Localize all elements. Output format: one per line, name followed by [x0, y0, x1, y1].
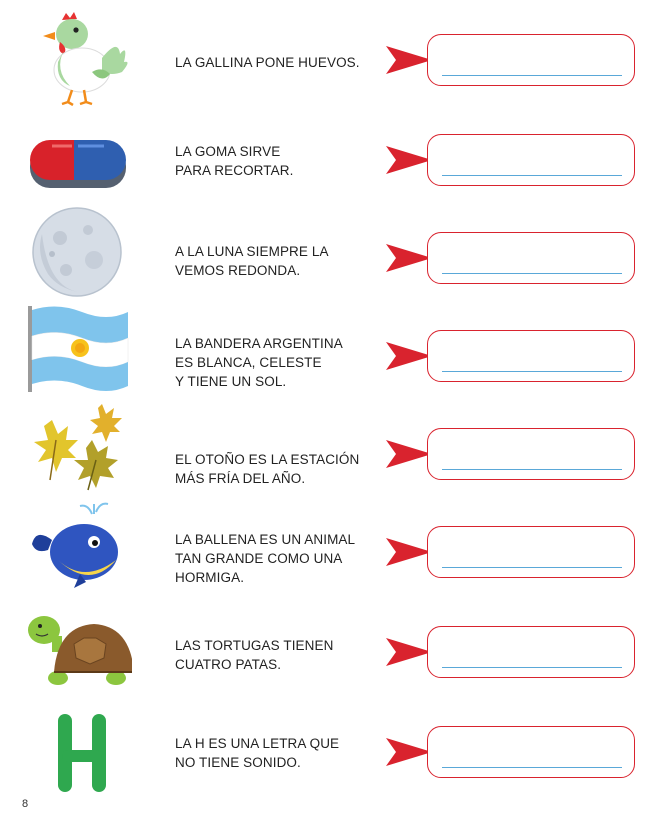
statement-text: [175, 636, 375, 674]
statement-line: CUATRO PATAS.: [175, 657, 282, 672]
answer-box[interactable]: [427, 232, 635, 284]
argentina-flag-icon: [22, 302, 132, 398]
statement-row-3: [0, 204, 671, 300]
autumn-leaves-icon: [22, 400, 132, 496]
statement-text: [175, 450, 375, 488]
statement-text: [175, 734, 375, 772]
statement-text: [175, 53, 375, 72]
statement-line: LA H ES UNA LETRA QUE: [175, 736, 340, 751]
answer-line: [442, 567, 622, 568]
statement-line: VEMOS REDONDA.: [175, 263, 301, 278]
statement-row-4: [0, 302, 671, 398]
answer-line: [442, 371, 622, 372]
statement-line: ES BLANCA, CELESTE: [175, 355, 322, 370]
statement-text: [175, 242, 375, 280]
answer-box[interactable]: [427, 134, 635, 186]
answer-box[interactable]: [427, 330, 635, 382]
statement-text: [175, 530, 375, 587]
statement-line: A LA LUNA SIEMPRE LA: [175, 244, 329, 259]
moon-icon: [22, 204, 132, 300]
answer-line: [442, 273, 622, 274]
letter-h-icon: [22, 698, 132, 794]
statement-line: LA GALLINA PONE HUEVOS.: [175, 55, 360, 70]
answer-box[interactable]: [427, 428, 635, 480]
answer-box[interactable]: [427, 726, 635, 778]
answer-line: [442, 767, 622, 768]
answer-line: [442, 175, 622, 176]
turtle-icon: [22, 600, 132, 696]
statement-line: LA BANDERA ARGENTINA: [175, 336, 343, 351]
answer-line: [442, 667, 622, 668]
statement-line: EL OTOÑO ES LA ESTACIÓN: [175, 452, 360, 467]
statement-line: MÁS FRÍA DEL AÑO.: [175, 471, 306, 486]
statement-line: Y TIENE UN SOL.: [175, 374, 287, 389]
statement-row-8: [0, 698, 671, 794]
statement-row-6: [0, 500, 671, 596]
statement-line: LA GOMA SIRVE: [175, 144, 281, 159]
statement-line: PARA RECORTAR.: [175, 163, 294, 178]
answer-box[interactable]: [427, 526, 635, 578]
answer-line: [442, 469, 622, 470]
statement-text: [175, 334, 375, 391]
statement-line: LAS TORTUGAS TIENEN: [175, 638, 334, 653]
statement-row-5: [0, 400, 671, 496]
statement-line: NO TIENE SONIDO.: [175, 755, 301, 770]
statement-line: LA BALLENA ES UN ANIMAL: [175, 532, 356, 547]
whale-icon: [22, 500, 132, 596]
statement-text: [175, 142, 375, 180]
statement-line: TAN GRANDE COMO UNA: [175, 551, 343, 566]
page-number: 8: [22, 798, 29, 810]
answer-line: [442, 75, 622, 76]
answer-box[interactable]: [427, 626, 635, 678]
statement-row-2: [0, 110, 671, 206]
statement-line: HORMIGA.: [175, 570, 245, 585]
statement-row-1: [0, 10, 671, 106]
eraser-icon: [22, 110, 132, 206]
hen-icon: [22, 10, 132, 106]
statement-row-7: [0, 600, 671, 696]
answer-box[interactable]: [427, 34, 635, 86]
